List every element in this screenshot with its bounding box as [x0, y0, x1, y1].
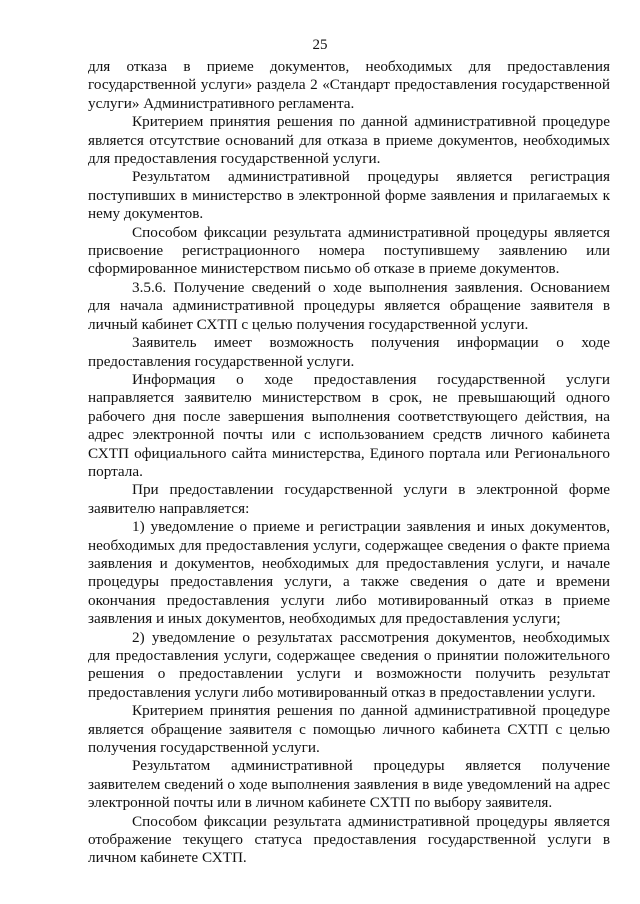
paragraph: Заявитель имеет возможность получения информации о ходе предоставления государственной услуги.	[88, 334, 610, 370]
paragraph: Критерием принятия решения по данной административной процедуре является обращение заявителя с помощью личного кабинета СХТП с целью получения государственной услуги.	[88, 702, 610, 757]
paragraph: Информация о ходе предоставления государственной услуги направляется заявителю министерством в срок, не превышающий одного рабочего дня после завершения выполнения соответствующего действия, на адрес электронной почты или с использованием средств личного кабинета СХТП официального сайта министерства, Единого портала или Регионального портала.	[88, 370, 610, 480]
paragraph: 3.5.6. Получение сведений о ходе выполнения заявления. Основанием для начала административной процедуры является обращение заявителя в личный кабинет СХТП с целью получения государственной услуги.	[88, 278, 610, 333]
paragraph: При предоставлении государственной услуги в электронной форме заявителю направляется:	[88, 481, 610, 517]
paragraph: Способом фиксации результата административной процедуры является присвоение регистрационного номера поступившему заявлению или сформированное министерством письмо об отказе в приеме документов.	[88, 223, 610, 278]
paragraph: Результатом административной процедуры является регистрация поступивших в министерство в электронной форме заявления и прилагаемых к нему документов.	[88, 168, 610, 223]
list-item: 1) уведомление о приеме и регистрации заявления и иных документов, необходимых для предоставления услуги, содержащее сведения о факте приема заявления и документов, необходимых для предоставления услуги, и начале процедуры предоставления услуги, а также сведения о дате и времени окончания предоставления услуги либо мотивированный отказ в приеме заявления и иных документов, необходимых для предоставления услуги;	[88, 518, 610, 628]
page-number: 25	[312, 37, 328, 53]
paragraph: Результатом административной процедуры является получение заявителем сведений о ходе выполнения заявления в виде уведомлений на адрес электронной почты или в личном кабинете СХТП по выбору заявителя.	[88, 757, 610, 812]
list-item: 2) уведомление о результатах рассмотрения документов, необходимых для предоставления услуги, содержащее сведения о принятии положительного решения о предоставлении услуги и возможности получить результат предоставления услуги либо мотивированный отказ в предоставлении услуги.	[88, 628, 610, 701]
paragraph: Критерием принятия решения по данной административной процедуре является отсутствие оснований для отказа в приеме документов, необходимых для предоставления государственной услуги.	[88, 113, 610, 168]
document-body	[88, 58, 610, 868]
paragraph: Способом фиксации результата административной процедуры является отображение текущего статуса предоставления государственной услуги в личном кабинете СХТП.	[88, 812, 610, 867]
paragraph: для отказа в приеме документов, необходимых для предоставления государственной услуги» раздела 2 «Стандарт предоставления государственной услуги» Административного регламента.	[88, 58, 610, 112]
